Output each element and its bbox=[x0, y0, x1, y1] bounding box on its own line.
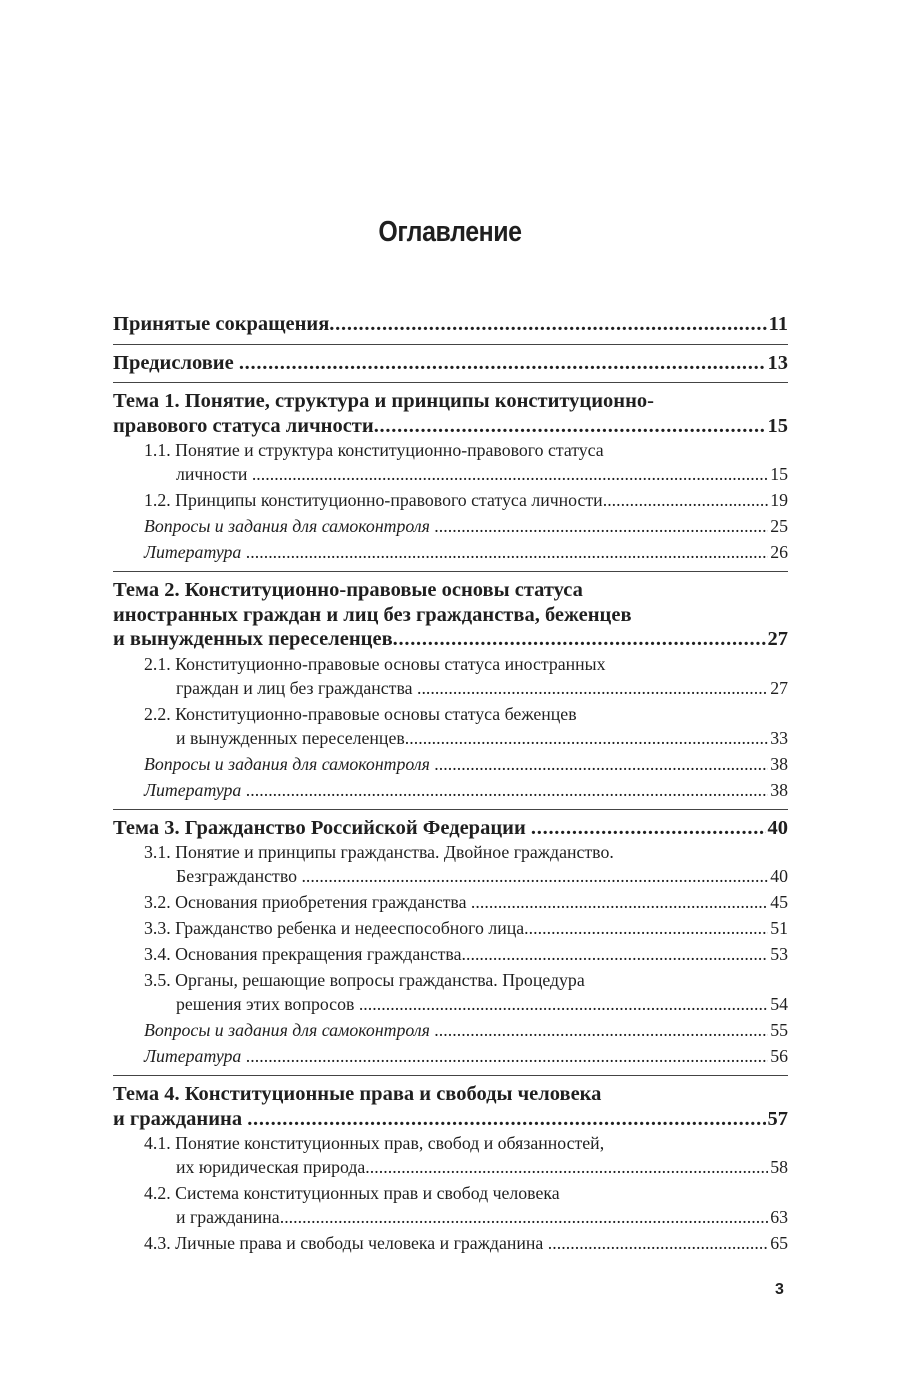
toc-item-title: решения этих вопросов bbox=[176, 994, 359, 1014]
toc-section[interactable] bbox=[113, 816, 788, 841]
dot-leader bbox=[434, 752, 768, 776]
toc-item-title-line: 1.1. Понятие и структура конституционно-правового статуса bbox=[144, 440, 604, 460]
toc-item-title: Литература bbox=[144, 779, 246, 800]
dot-leader bbox=[252, 462, 768, 486]
section-divider bbox=[113, 571, 788, 572]
dot-leader bbox=[434, 514, 768, 538]
toc-page-number: 55 bbox=[770, 1020, 788, 1040]
dot-leader bbox=[548, 1231, 768, 1255]
toc-item-title: Литература bbox=[144, 542, 246, 562]
toc-item-title: Литература bbox=[144, 1046, 246, 1066]
section-divider bbox=[113, 382, 788, 383]
dot-leader bbox=[434, 1018, 768, 1042]
toc-item-title: 4.3. Личные права и свободы человека и гражданина bbox=[144, 1233, 548, 1253]
dot-leader bbox=[405, 726, 768, 750]
toc-item[interactable] bbox=[113, 488, 788, 512]
dot-leader bbox=[359, 992, 768, 1016]
toc-item[interactable] bbox=[113, 840, 788, 888]
toc-item[interactable] bbox=[113, 1018, 788, 1042]
toc-item-title: и вынужденных переселенцев bbox=[113, 628, 393, 650]
toc-item-title-line: 2.1. Конституционно-правовые основы статуса иностранных bbox=[144, 653, 606, 674]
dot-leader bbox=[471, 890, 768, 914]
toc-page-number: 27 bbox=[770, 677, 788, 698]
dot-leader bbox=[524, 916, 768, 940]
toc-item-title: Вопросы и задания для самоконтроля bbox=[144, 1020, 435, 1040]
table-of-contents bbox=[113, 312, 788, 1255]
section-divider bbox=[113, 809, 788, 810]
toc-item-title-line: 2.2. Конституционно-правовые основы статуса беженцев bbox=[144, 703, 577, 724]
toc-item[interactable] bbox=[113, 1181, 788, 1229]
toc-item[interactable] bbox=[113, 702, 788, 750]
toc-item[interactable] bbox=[113, 916, 788, 940]
dot-leader bbox=[393, 627, 766, 652]
dot-leader bbox=[365, 1155, 768, 1179]
toc-section[interactable] bbox=[113, 1082, 788, 1131]
dot-leader bbox=[301, 864, 768, 888]
toc-page-number: 33 bbox=[770, 727, 788, 748]
toc-item-title: 3.4. Основания прекращения гражданства bbox=[144, 944, 462, 964]
toc-item-title-line: 4.1. Понятие конституционных прав, свобод и обязанностей, bbox=[144, 1133, 605, 1153]
toc-page-number: 40 bbox=[767, 816, 788, 839]
toc-item-title-line: 3.1. Понятие и принципы гражданства. Двойное гражданство. bbox=[144, 842, 614, 862]
toc-item[interactable] bbox=[113, 652, 788, 700]
toc-item-title: и гражданина bbox=[113, 1107, 248, 1130]
toc-page-number: 57 bbox=[767, 1107, 788, 1130]
toc-item[interactable] bbox=[113, 540, 788, 564]
page-title: Оглавление bbox=[378, 216, 522, 248]
dot-leader bbox=[280, 1205, 769, 1229]
toc-item-title-line: Тема 1. Понятие, структура и принципы конституционно- bbox=[113, 390, 654, 412]
toc-item[interactable] bbox=[113, 890, 788, 914]
toc-item-title-line: Тема 4. Конституционные права и свободы человека bbox=[113, 1083, 602, 1105]
toc-page-number: 15 bbox=[767, 414, 788, 437]
toc-item-title: и гражданина bbox=[176, 1207, 280, 1227]
section-divider bbox=[113, 1075, 788, 1076]
toc-section[interactable] bbox=[113, 389, 788, 438]
toc-item-title-line: 3.5. Органы, решающие вопросы гражданства. Процедура bbox=[144, 970, 585, 990]
toc-section[interactable] bbox=[113, 578, 788, 652]
toc-item-title: правового статуса личности bbox=[113, 414, 374, 437]
toc-item-title: и вынужденных переселенцев bbox=[176, 727, 405, 748]
dot-leader bbox=[461, 942, 768, 966]
toc-page-number: 45 bbox=[770, 892, 788, 912]
toc-page-number: 13 bbox=[767, 351, 788, 374]
toc-page-number: 38 bbox=[770, 753, 788, 774]
toc-item-title: 3.2. Основания приобретения гражданства bbox=[144, 892, 471, 912]
toc-item-title-line: Тема 2. Конституционно-правовые основы статуса bbox=[113, 579, 583, 601]
toc-page-number: 51 bbox=[770, 918, 788, 938]
toc-item-title: Безгражданство bbox=[176, 866, 302, 886]
toc-item-title-line: 4.2. Система конституционных прав и свобод человека bbox=[144, 1183, 560, 1203]
toc-page-number: 15 bbox=[770, 464, 788, 484]
dot-leader bbox=[246, 1044, 768, 1068]
toc-item-title: 3.3. Гражданство ребенка и недееспособного лица bbox=[144, 918, 525, 938]
toc-page-number: 54 bbox=[770, 994, 788, 1014]
dot-leader bbox=[239, 351, 766, 376]
toc-page-number: 26 bbox=[770, 542, 788, 562]
dot-leader bbox=[417, 676, 768, 700]
toc-page-number: 63 bbox=[770, 1207, 788, 1227]
toc-page-number: 56 bbox=[770, 1046, 788, 1066]
dot-leader bbox=[247, 1107, 765, 1132]
toc-page-number: 58 bbox=[770, 1157, 788, 1177]
dot-leader bbox=[531, 816, 766, 841]
dot-leader bbox=[329, 312, 766, 337]
toc-item[interactable] bbox=[113, 968, 788, 1016]
toc-item[interactable] bbox=[113, 1131, 788, 1179]
dot-leader bbox=[374, 414, 766, 439]
toc-section[interactable] bbox=[113, 312, 788, 337]
dot-leader bbox=[603, 488, 769, 512]
toc-item-title: Вопросы и задания для самоконтроля bbox=[144, 753, 435, 774]
toc-item[interactable] bbox=[113, 1231, 788, 1255]
toc-item[interactable] bbox=[113, 514, 788, 538]
toc-item-title: Тема 3. Гражданство Российской Федерации bbox=[113, 816, 531, 839]
dot-leader bbox=[246, 778, 768, 802]
toc-item[interactable] bbox=[113, 778, 788, 802]
toc-page-number: 40 bbox=[770, 866, 788, 886]
toc-item-title: Принятые сокращения bbox=[113, 313, 330, 335]
toc-page-number: 65 bbox=[770, 1233, 788, 1253]
toc-section[interactable] bbox=[113, 351, 788, 376]
toc-page-number: 38 bbox=[770, 779, 788, 800]
page-number: 3 bbox=[775, 1281, 784, 1298]
toc-item[interactable] bbox=[113, 752, 788, 776]
toc-page-number: 27 bbox=[767, 628, 788, 650]
toc-item[interactable] bbox=[113, 942, 788, 966]
toc-item-title: личности bbox=[176, 464, 252, 484]
toc-page-number: 53 bbox=[770, 944, 788, 964]
toc-item[interactable] bbox=[113, 438, 788, 486]
toc-item-title: их юридическая природа bbox=[176, 1157, 366, 1177]
toc-item-title-line: иностранных граждан и лиц без гражданства, беженцев bbox=[113, 603, 632, 626]
section-divider bbox=[113, 344, 788, 345]
toc-page-number: 19 bbox=[770, 490, 788, 510]
toc-item-title: граждан и лиц без гражданства bbox=[176, 677, 417, 698]
toc-item-title: Вопросы и задания для самоконтроля bbox=[144, 516, 435, 536]
toc-item-title: 1.2. Принципы конституционно-правового статуса личности bbox=[144, 490, 603, 510]
toc-page-number: 11 bbox=[768, 313, 788, 335]
toc-item-title: Предисловие bbox=[113, 351, 239, 374]
dot-leader bbox=[246, 540, 768, 564]
toc-item[interactable] bbox=[113, 1044, 788, 1068]
toc-page-number: 25 bbox=[770, 516, 788, 536]
